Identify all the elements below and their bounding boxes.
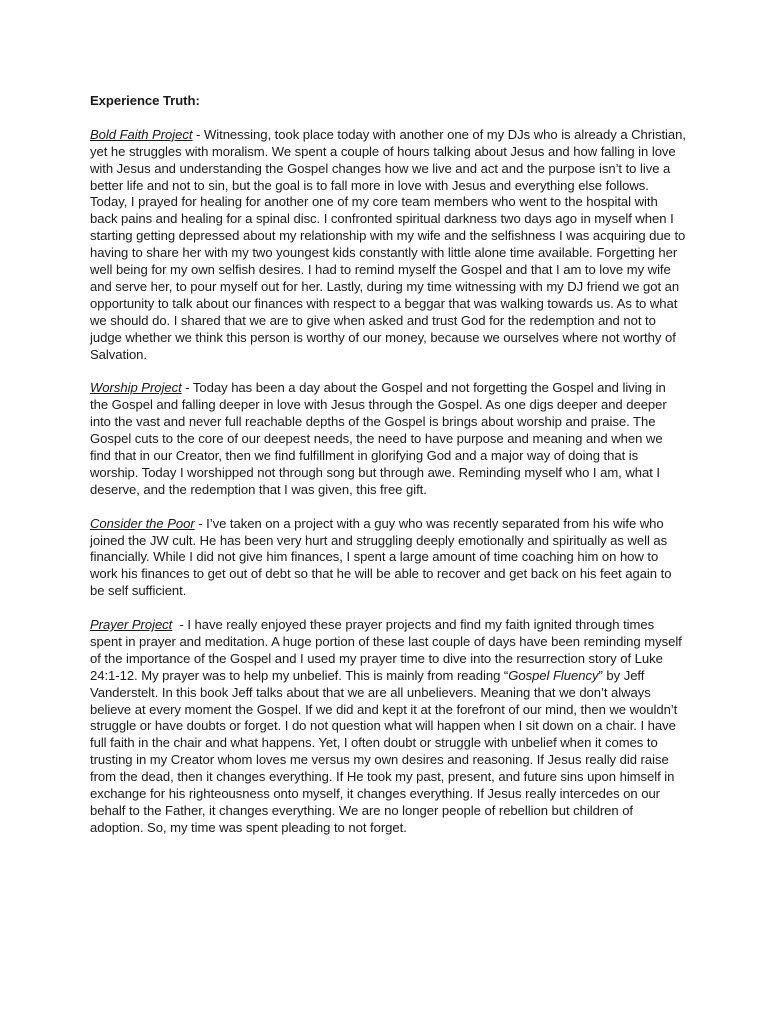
prayer-lead: Prayer Project — [90, 617, 173, 633]
worship-text: - Today has been a day about the Gospel and not forgetting the Gospel and living in the Gospel and falling deeper in love with Jesus through the Gospel. As one digs deeper and deeper into the vast and never full reachable depths of the Gospel is brings about worship and praise. The Gospel cuts to the core of our deepest needs, the need to have purpose and meaning and when we find that in our Creator, then we find fulfillment in glorifying God and a major way of doing that is worship. Today I worshipped not through song but through awe. Reminding myself who I am, what I deserve, and the redemption that I was given, this free gift. — [90, 380, 667, 497]
bold-faith-text: - Witnessing, took place today with another one of my DJs who is already a Christian, yet he struggles with moralism. We spent a couple of hours talking about Jesus and how falling in love with Jesus and understanding the Gospel changes how we live and act and the purpose isn’t to live a better life and not to sin, but the goal is to fall more in love with Jesus and everything else follows. Today, I prayed for healing for another one of my core team members who went to the hospital with back pains and healing for a spinal disc. I confronted spiritual darkness two days ago in myself when I starting getting depressed about my relationship with my wife and the selfishness I was acquiring due to having to share her with my two youngest kids constantly with little alone time available. Forgetting her well being for my own selfish desires. I had to remind myself the Gospel and that I am to love my wife and serve her, to pour myself out for her. Lastly, during my time witnessing with my DJ friend we got an opportunity to talk about our finances with respect to a beggar that was walking towards us. As to what we should do. I shared that we are to give when asked and trust God for the redemption and not to judge whether we think this person is worthy of our money, because we ourselves where not worthy of Salvation. — [90, 126, 686, 362]
bold-faith-lead: Bold Faith Project — [90, 126, 193, 142]
prayer-paragraph — [90, 617, 686, 837]
worship-paragraph — [90, 380, 686, 498]
consider-poor-text: - I’ve taken on a project with a guy who was recently separated from his wife who joined the JW cult. He has been very hurt and struggling deeply emotionally and spiritually as well as financially. While I did not give him finances, I spent a large amount of time coaching him on how to work his finances to get out of debt so that he will be able to recover and get back on his feet again to be self sufficient. — [90, 515, 672, 599]
document-heading: Experience Truth: — [90, 93, 200, 108]
bold-faith-paragraph — [90, 127, 686, 364]
consider-poor-paragraph — [90, 516, 686, 601]
document-page — [90, 93, 686, 854]
consider-poor-lead: Consider the Poor — [90, 515, 195, 531]
prayer-text-after-title: ” by Jeff Vanderstelt. In this book Jeff talks about that we are all unbelievers. Meaning that we don’t always believe at every moment the Gospel. If we did and kept it at the forefront of our mind, then we wouldn’t struggle or have doubts or forget. I do not question what will happen when I sit down on a chair. I have full faith in the chair and what happens. Yet, I often doubt or struggle with unbelief when it comes to trusting in my Creator whom loves me versus my own desires and reasoning. If Jesus really did raise from the dead, then it changes everything. If He took my past, present, and future sins upon himself in exchange for his righteousness onto myself, it changes everything. If Jesus really intercedes on our behalf to the Father, it changes everything. We are no longer people of rebellion but children of adoption. So, my time was spent pleading to not forget. — [90, 667, 681, 835]
book-title: Gospel Fluency — [508, 667, 599, 683]
worship-lead: Worship Project — [90, 380, 182, 396]
prayer-text-before-title: - I have really enjoyed these prayer projects and find my faith ignited through times spent in prayer and meditation. A huge portion of these last couple of days have been reminding myself of the importance of the Gospel and I used my prayer time to dive into the resurrection story of Luke 24:1-12. My prayer was to help my unbelief. This is mainly from reading “ — [90, 617, 686, 683]
